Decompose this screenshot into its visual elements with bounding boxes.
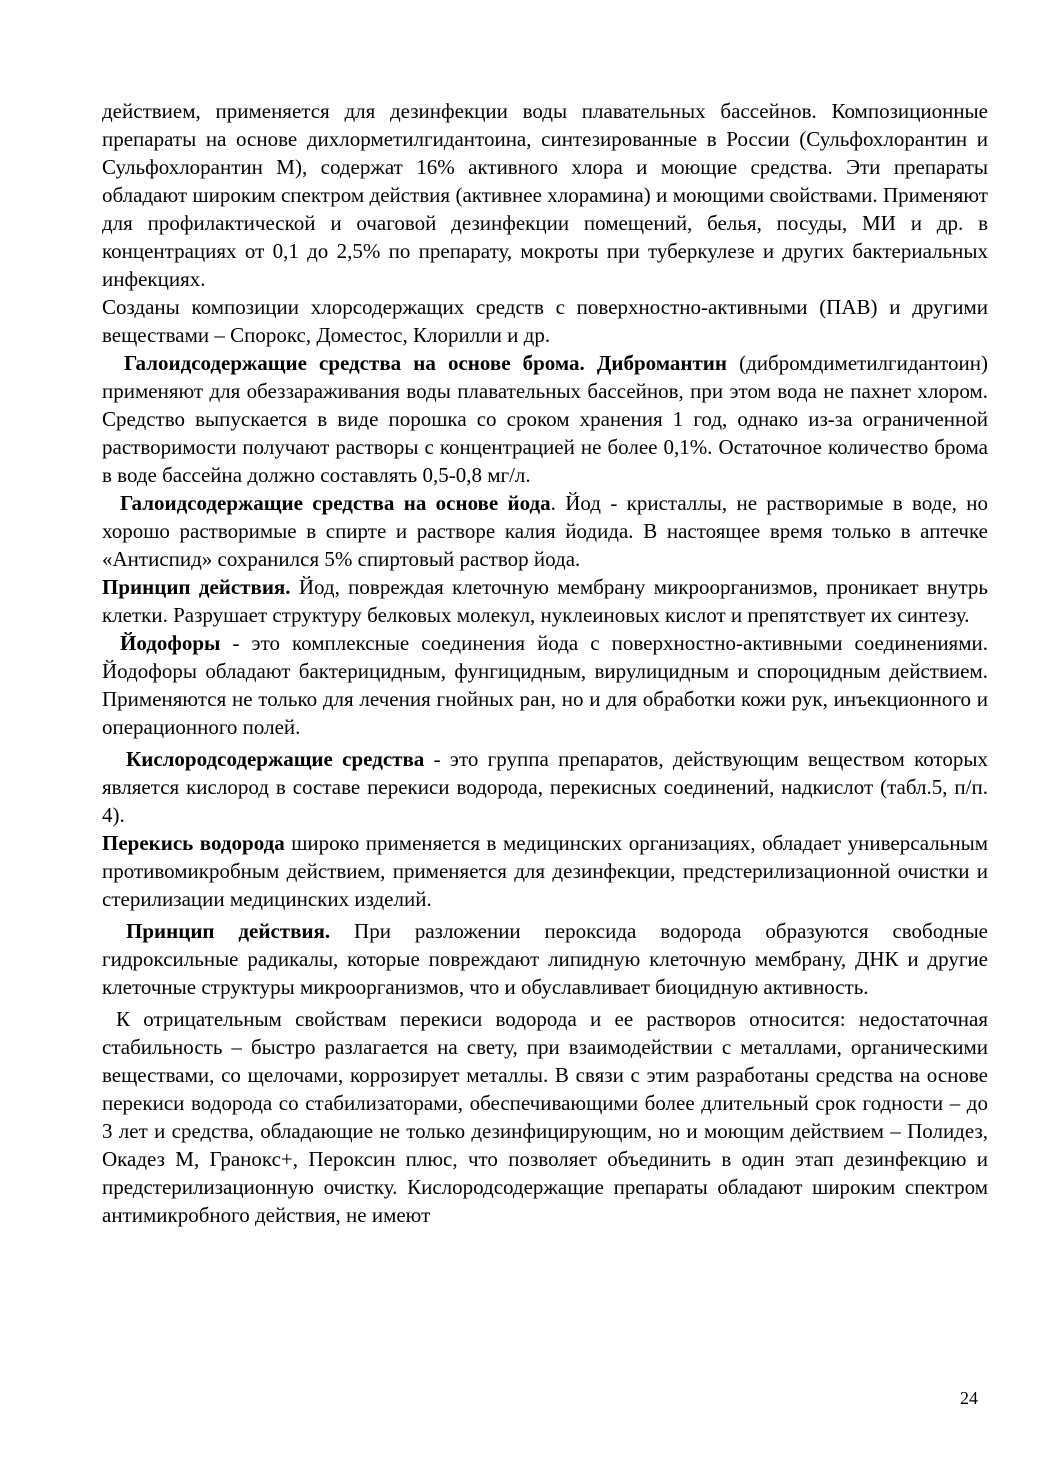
paragraph-hydrogen-peroxide [102, 829, 988, 913]
text-iodine-principle: Йод, повреждая клеточную мембрану микроорганизмов, проникает внутрь клетки. Разрушает структуру белковых молекул, нуклеиновых кислот и препятствует их синтезу. [102, 575, 989, 627]
heading-hydrogen-peroxide: Перекись водорода [102, 831, 285, 855]
paragraph-bromine-agents [102, 349, 988, 489]
paragraph-oxygen-agents [102, 745, 988, 829]
document-page [102, 97, 988, 1229]
text-bromine-agents: (дибромдиметилгидантоин) применяют для обеззараживания воды плавательных бассейнов, при этом вода не пахнет хлором. Средство выпускается в виде порошка со сроком хранения 1 год, однако из-за ограниченной растворимости получают растворы с концентрацией не более 0,1%. Остаточное количество брома в воде бассейна должно составлять 0,5-0,8 мг/л. [102, 351, 988, 487]
paragraph-iodine-principle [102, 573, 988, 629]
heading-iodophors: Йодофоры [120, 631, 221, 655]
text-peroxide-principle: При разложении пероксида водорода образуются свободные гидроксильные радикалы, которые повреждают липидную клеточную мембрану, ДНК и другие клеточные структуры микроорганизмов, что и обуславливает биоцидную активность. [102, 919, 988, 999]
paragraph-chlorine-compositions: Созданы композиции хлорсодержащих средств с поверхностно-активными (ПАВ) и другими веществами – Спорокс, Доместос, Клорилли и др. [102, 295, 988, 347]
text-iodine-agents: . Йод - кристаллы, не растворимые в воде, но хорошо растворимые в спирте и растворе калия йодида. В настоящее время только в аптечке «Антиспид» сохранился 5% спиртовый раствор йода. [102, 491, 988, 571]
text-iodophors: - это комплексные соединения йода с поверхностно-активными соединениями. Йодофоры обладают бактерицидным, фунгицидным, вирулицидным и спороцидным действием. Применяются не только для лечения гнойных ран, но и для обработки кожи рук, инъекционного и операционного полей. [102, 631, 988, 739]
paragraph-iodophors [102, 629, 988, 741]
paragraph-peroxide-principle [102, 917, 988, 1001]
text-oxygen-agents: - это группа препаратов, действующим веществом которых является кислород в составе перекиси водорода, перекисных соединений, надкислот (табл.5, п/п. 4). [102, 747, 988, 827]
heading-peroxide-principle: Принцип действия. [126, 919, 331, 943]
heading-bromine-agents: Галоидсодержащие средства на основе брома. Дибромантин [124, 351, 728, 375]
heading-iodine-principle: Принцип действия. [102, 575, 291, 599]
page-number: 24 [960, 1388, 978, 1408]
paragraph-iodine-agents [102, 489, 988, 573]
paragraph-peroxide-drawbacks: К отрицательным свойствам перекиси водорода и ее растворов относится: недостаточная стабильность – быстро разлагается на свету, при взаимодействии с металлами, органическими веществами, со щелочами, коррозирует металлы. В связи с этим разработаны средства на основе перекиси водорода со стабилизаторами, обеспечивающими более длительный срок годности – до 3 лет и средства, обладающие не только дезинфицирующим, но и моющим действием – Полидез, Окадез М, Гранокс+, Пероксин плюс, что позволяет объединить в один этап дезинфекцию и предстерилизационную очистку. Кислородсодержащие препараты обладают широким спектром антимикробного действия, не имеют [102, 1007, 988, 1227]
paragraph-pool-disinfection: действием, применяется для дезинфекции воды плавательных бассейнов. Композиционные препараты на основе дихлорметилгидантоина, синтезированные в России (Сульфохлорантин и Сульфохлорантин М), содержат 16% активного хлора и моющие средства. Эти препараты обладают широким спектром действия (активнее хлорамина) и моющими свойствами. Применяют для профилактической и очаговой дезинфекции помещений, белья, посуды, МИ и др. в концентрациях от 0,1 до 2,5% по препарату, мокроты при туберкулезе и других бактериальных инфекциях. [102, 99, 988, 291]
text-hydrogen-peroxide: широко применяется в медицинских организациях, обладает универсальным противомикробным действием, применяется для дезинфекции, предстерилизационной очистки и стерилизации медицинских изделий. [102, 831, 988, 911]
heading-iodine-agents: Галоидсодержащие средства на основе йода [120, 491, 551, 515]
heading-oxygen-agents: Кислородсодержащие средства [126, 747, 425, 771]
